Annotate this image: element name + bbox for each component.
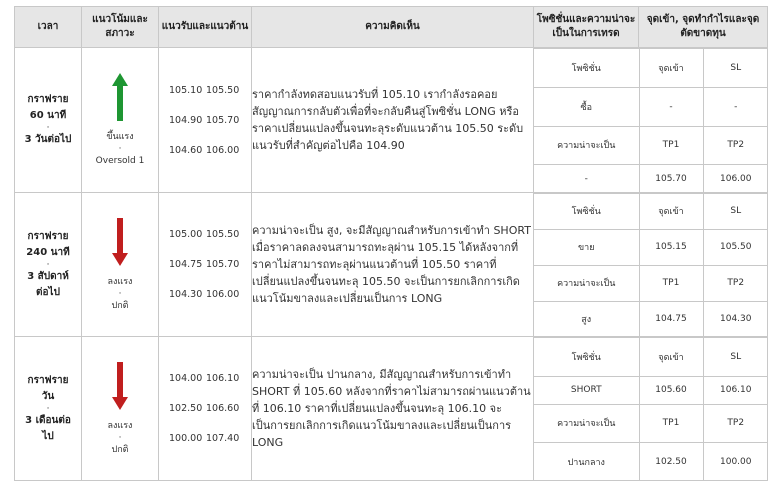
trend-line: · (118, 432, 122, 443)
position-grid (534, 193, 768, 336)
levels-cell (159, 193, 252, 337)
tp2-value: 104.30 (703, 301, 768, 336)
trend-line: ปกติ (111, 444, 129, 455)
grid-row (534, 265, 768, 301)
entry-value: - (639, 87, 703, 126)
tp2-label: TP2 (703, 265, 768, 301)
support-value: 104.30 (169, 289, 203, 300)
probability-value: - (534, 165, 639, 192)
period-line: · (46, 259, 50, 270)
sl-value: 105.50 (703, 229, 768, 265)
period-line: กราฟราย (27, 230, 69, 242)
analysis-table (14, 6, 768, 481)
tp1-label: TP1 (639, 404, 703, 443)
table-row (15, 193, 768, 337)
support-value: 105.10 (169, 84, 203, 96)
period-line: 3 สัปดาห์ (27, 270, 69, 282)
grid-row (534, 165, 768, 192)
grid-row (534, 49, 768, 88)
probability-value: ปานกลาง (534, 443, 639, 480)
trend-line: ปกติ (111, 300, 129, 311)
level-row (159, 85, 251, 96)
tp1-value: 104.75 (639, 301, 703, 336)
tp2-label: TP2 (703, 126, 768, 165)
analysis-table-container (14, 6, 767, 481)
period-line: 3 วันต่อไป (24, 134, 72, 145)
level-row (159, 403, 251, 414)
grid-row (534, 194, 768, 230)
trend-line: ลงแรง (107, 420, 133, 431)
trend-cell (82, 48, 159, 193)
period-cell (15, 48, 82, 193)
level-row (159, 115, 251, 126)
trend-line: ลงแรง (107, 276, 133, 287)
probability-value: สูง (534, 301, 639, 336)
header-row (15, 7, 768, 48)
table-row (15, 48, 768, 193)
comment-cell: ความน่าจะเป็น ปานกลาง, มีสัญญาณสำหรับการเข้าทำ SHORT ที่ 105.60 หลังจากที่ราคาไม่สามารถผ่านแนวต้านที่ 106.10 ราคาที่เปลี่ยนแปลงขึ้นจนทะลุ 106.10 จะเป็นการยกเลิกการเกิดแนวโน้มขาลงและเปลี่ยนเป็นการ LONG (252, 337, 534, 481)
sl-label: SL (703, 49, 768, 88)
probability-label: ความน่าจะเป็น (534, 265, 639, 301)
grid-row (534, 376, 768, 404)
support-value: 104.75 (169, 259, 203, 270)
position-value: ซื้อ (534, 87, 639, 126)
entry-value: 105.15 (639, 229, 703, 265)
trend-line: Oversold 1 (95, 156, 145, 166)
period-line: วัน (41, 390, 55, 402)
entry-label: จุดเข้า (639, 49, 703, 88)
position-grid-cell (534, 337, 768, 481)
position-label: โพซิชั่น (534, 194, 639, 230)
position-grid (534, 337, 768, 480)
period-line: กราฟราย (27, 94, 69, 105)
support-value: 105.00 (169, 229, 203, 240)
tp1-value: 105.70 (639, 165, 703, 192)
level-row (159, 259, 251, 270)
tp2-value: 100.00 (703, 443, 768, 480)
tp2-value: 106.00 (703, 165, 768, 192)
period-line: ไป (42, 430, 54, 442)
level-row (159, 145, 251, 156)
entry-value: 105.60 (639, 376, 703, 404)
resistance-value: 106.00 (206, 144, 240, 156)
grid-row (534, 301, 768, 336)
resistance-value: 105.50 (206, 229, 240, 240)
entry-label: จุดเข้า (639, 338, 703, 377)
support-value: 102.50 (169, 403, 203, 414)
period-line: 240 นาที (26, 246, 70, 258)
trend-cell (82, 337, 159, 481)
levels-cell (159, 337, 252, 481)
sl-value: 106.10 (703, 376, 768, 404)
entry-label: จุดเข้า (639, 194, 703, 230)
period-line: 60 นาที (29, 110, 67, 121)
position-grid (534, 48, 768, 192)
position-grid-cell (534, 193, 768, 337)
tp1-label: TP1 (639, 265, 703, 301)
resistance-value: 106.00 (206, 289, 240, 300)
header-comment: ความคิดเห็น (252, 7, 534, 48)
period-line: กราฟราย (27, 374, 69, 386)
grid-row (534, 443, 768, 480)
sl-label: SL (703, 338, 768, 377)
period-line: 3 เดือนต่อ (25, 414, 71, 426)
resistance-value: 105.70 (206, 114, 240, 126)
header-position: โพซิชั่นและความน่าจะเป็นในการเทรด (534, 7, 639, 48)
comment-cell: ความน่าจะเป็น สูง, จะมีสัญญาณสำหรับการเข้าทำ SHORT เมื่อราคาลดลงจนสามารถทะลุผ่าน 105.15 ได้หลังจากที่ราคาไม่สามารถทะลุผ่านแนวต้านที่ 105.50 ราคาที่เปลี่ยนแปลงขึ้นจนทะลุ 105.50 จะเป็นการยกเลิกการเกิดแนวโน้มขาลงและเปลี่ยนเป็นการ LONG (252, 193, 534, 337)
level-row (159, 229, 251, 240)
sl-value: - (703, 87, 768, 126)
support-value: 104.00 (169, 373, 203, 384)
period-cell (15, 193, 82, 337)
grid-row (534, 229, 768, 265)
period-cell (15, 337, 82, 481)
support-value: 100.00 (169, 433, 203, 444)
level-row (159, 289, 251, 300)
period-line: · (46, 403, 50, 414)
resistance-value: 105.70 (206, 259, 240, 270)
levels-cell (159, 48, 252, 193)
table-row (15, 337, 768, 481)
probability-label: ความน่าจะเป็น (534, 126, 639, 165)
position-value: SHORT (534, 376, 639, 404)
period-line: · (46, 123, 50, 133)
trend-line: ขึ้นแรง (106, 132, 134, 142)
position-grid-cell (534, 48, 768, 193)
down-arrow-icon (112, 362, 128, 410)
support-value: 104.90 (169, 114, 203, 126)
resistance-value: 107.40 (206, 433, 240, 444)
resistance-value: 105.50 (206, 84, 240, 96)
header-time: เวลา (15, 7, 82, 48)
trend-line: · (118, 288, 122, 299)
tp1-label: TP1 (639, 126, 703, 165)
trend-cell (82, 193, 159, 337)
down-arrow-icon (112, 218, 128, 266)
position-label: โพซิชั่น (534, 49, 639, 88)
trend-line: · (118, 144, 122, 154)
position-value: ขาย (534, 229, 639, 265)
resistance-value: 106.10 (206, 373, 240, 384)
position-label: โพซิชั่น (534, 338, 639, 377)
probability-label: ความน่าจะเป็น (534, 404, 639, 443)
header-trend: แนวโน้มและสภาวะ (82, 7, 159, 48)
tp1-value: 102.50 (639, 443, 703, 480)
tp2-label: TP2 (703, 404, 768, 443)
grid-row (534, 87, 768, 126)
support-value: 104.60 (169, 144, 203, 156)
period-line: ต่อไป (36, 286, 60, 298)
level-row (159, 433, 251, 444)
grid-row (534, 338, 768, 377)
header-entry: จุดเข้า, จุดทำกำไรและจุดตัดขาดทุน (639, 7, 768, 48)
comment-cell: ราคากำลังทดสอบแนวรับที่ 105.10 เรากำลังรอคอยสัญญาณการกลับตัวเพื่อที่จะกลับคืนสู่โพซิชั่น LONG หรือราคาเปลี่ยนแปลงขึ้นจนทะลุระดับแนวต้าน 105.50 ระดับแนวรับที่สำคัญต่อไปคือ 104.90 (252, 48, 534, 193)
sl-label: SL (703, 194, 768, 230)
level-row (159, 373, 251, 384)
resistance-value: 106.60 (206, 403, 240, 414)
grid-row (534, 126, 768, 165)
header-levels: แนวรับและแนวต้าน (159, 7, 252, 48)
up-arrow-icon (112, 73, 128, 121)
grid-row (534, 404, 768, 443)
